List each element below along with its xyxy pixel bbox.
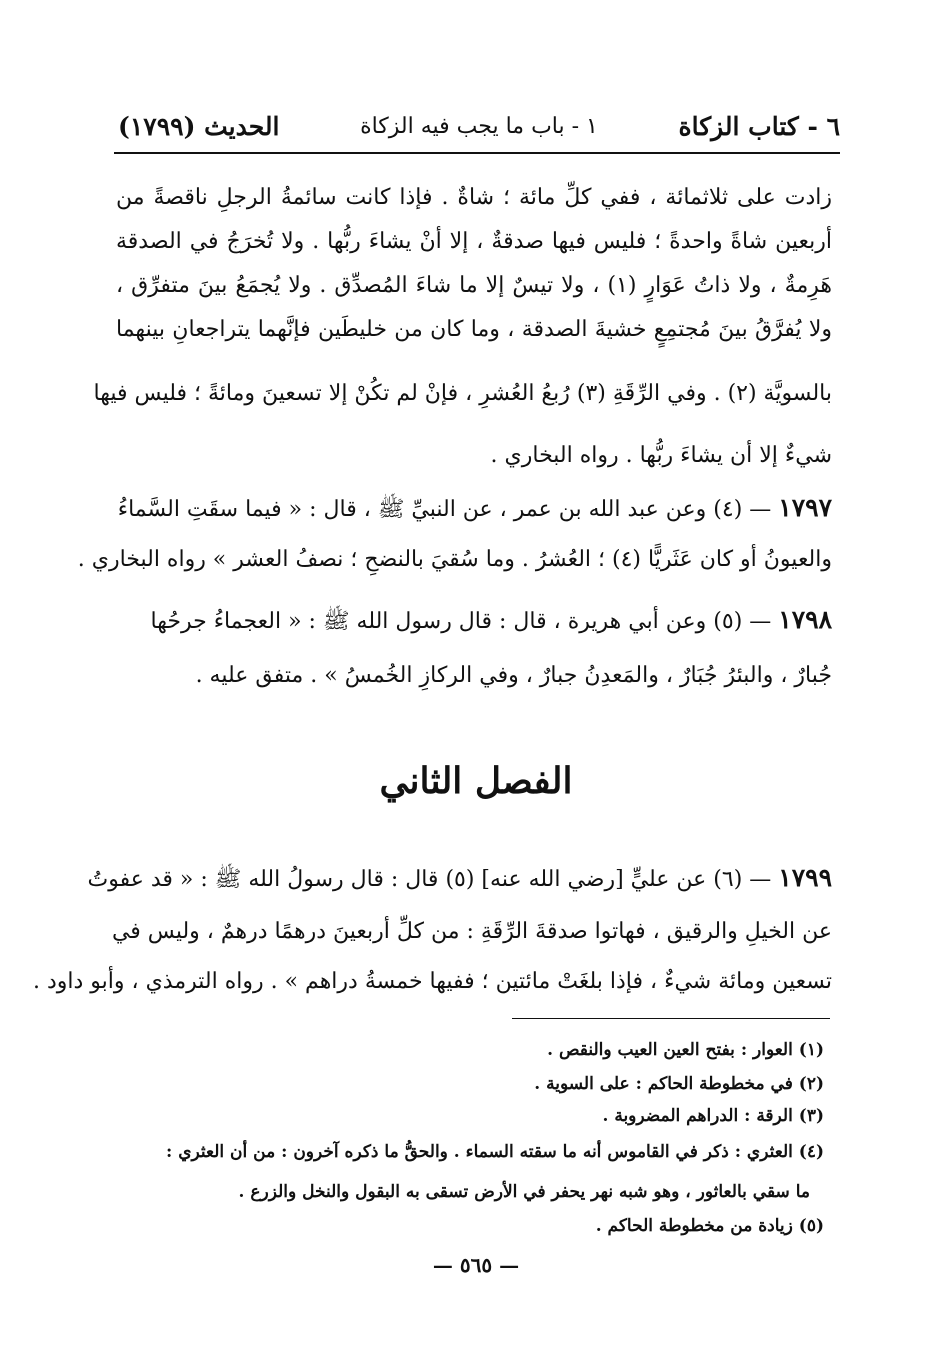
text-line: بالسويَّة (٢) . وفي الرِّقَةِ (٣) رُبعُ العُشرِ ، فإنْ لم تكُنْ إلا تسعينَ ومائةً ؛ فليس فيها [93, 381, 832, 406]
hadith-1797-line-2: والعيونُ أو كان عَثَريًّا (٤) ؛ العُشرُ . وما سُقيَ بالنضحِ ؛ نصفُ العشر » رواه البخاري . [77, 547, 832, 572]
text-line: زادت على ثلاثمائة ، ففي كلِّ مائة ؛ شاةٌ . فإذا كانت سائمةُ الرجلِ ناقصةً من [116, 185, 832, 210]
text-line: أربعين شاةً واحدةً ؛ فليس فيها صدقةٌ ، إلا أنْ يشاءَ ربُّها . ولا تُخرَجُ في الصدقة [116, 229, 832, 254]
hadith-1798-line-2: جُبارٌ ، والبئرُ جُبَارٌ ، والمَعدِنُ جبارٌ ، وفي الركازِ الخُمسُ » . متفق عليه . [195, 663, 832, 688]
header-book-title: ٦ - كتاب الزكاة [678, 111, 840, 141]
footnote: (١) العوار : بفتح العين العيب والنقص . [547, 1040, 824, 1060]
hadith-text: — (٤) وعن عبد الله بن عمر ، عن النبيِّ ﷺ ، قال : « فيما سقَتِ السَّماءُ [117, 497, 772, 522]
footnote: (٥) زيادة من مخطوطة الحاكم . [595, 1216, 824, 1236]
hadith-number: ١٧٩٩ [778, 863, 832, 892]
text-line: شيءٌ إلا أن يشاءَ ربُّها . رواه البخاري . [490, 443, 832, 468]
running-header [118, 104, 840, 148]
hadith-1799-line-1 [87, 858, 832, 898]
hadith-text: — (٦) عن عليٍّ [رضي الله عنه] (٥) قال : قال رسولُ الله ﷺ : « قد عفوتُ [87, 867, 772, 892]
hadith-1797-line-1 [116, 488, 832, 528]
hadith-1799-line-2: عن الخيلِ والرقيق ، فهاتوا صدقةَ الرِّقَةِ : من كلِّ أربعينَ درهمًا درهمٌ ، وليس في [111, 919, 832, 944]
page-number: — ٥٦٥ — [432, 1253, 520, 1277]
footnote: (٤) العثري : ذكر في القاموس أنه ما سقته السماء . والحقُّ ما ذكره آخرون : من أن العثري : [166, 1142, 824, 1162]
header-hadith-range: الحديث (١٧٩٩) [118, 111, 280, 141]
text-line: ولا يُفرَّقُ بينَ مُجتمِعٍ خشيةَ الصدقة ، وما كان من خليطَين فإنَّهما يتراجعانِ بينهما [116, 317, 832, 342]
hadith-1798-line-1 [116, 600, 832, 640]
hadith-number: ١٧٩٨ [778, 605, 832, 634]
hadith-text: — (٥) وعن أبي هريرة ، قال : قال رسول الله ﷺ : « العجماءُ جرحُها [150, 609, 772, 634]
footnote: (٣) الرقة : الدراهم المضروبة . [602, 1106, 824, 1126]
header-chapter-title: ١ - باب ما يجب فيه الزكاة [360, 113, 598, 139]
footnote-rule [512, 1018, 830, 1019]
section-title: الفصل الثاني [379, 760, 573, 802]
hadith-1799-line-3: تسعين ومائة شيءٌ ، فإذا بلغَتْ مائتين ؛ ففيها خمسةُ دراهم » . رواه الترمذي ، وأبو داود . [32, 969, 832, 994]
text-line: هَرِمةٌ ، ولا ذاتُ عَوَارٍ (١) ، ولا تيسٌ إلا ما شاءَ المُصدِّق . ولا يُجمَعُ بينَ متفرِّق ، [116, 273, 832, 298]
header-rule [114, 152, 840, 154]
footnote: (٢) في مخطوطة الحاكم : على السوية . [534, 1074, 824, 1094]
footnote-continuation: ما سقي بالعاثور ، وهو شبه نهر يحفر في الأرض تسقى به البقول والنخل والزرع . [238, 1182, 810, 1202]
hadith-number: ١٧٩٧ [778, 493, 832, 522]
